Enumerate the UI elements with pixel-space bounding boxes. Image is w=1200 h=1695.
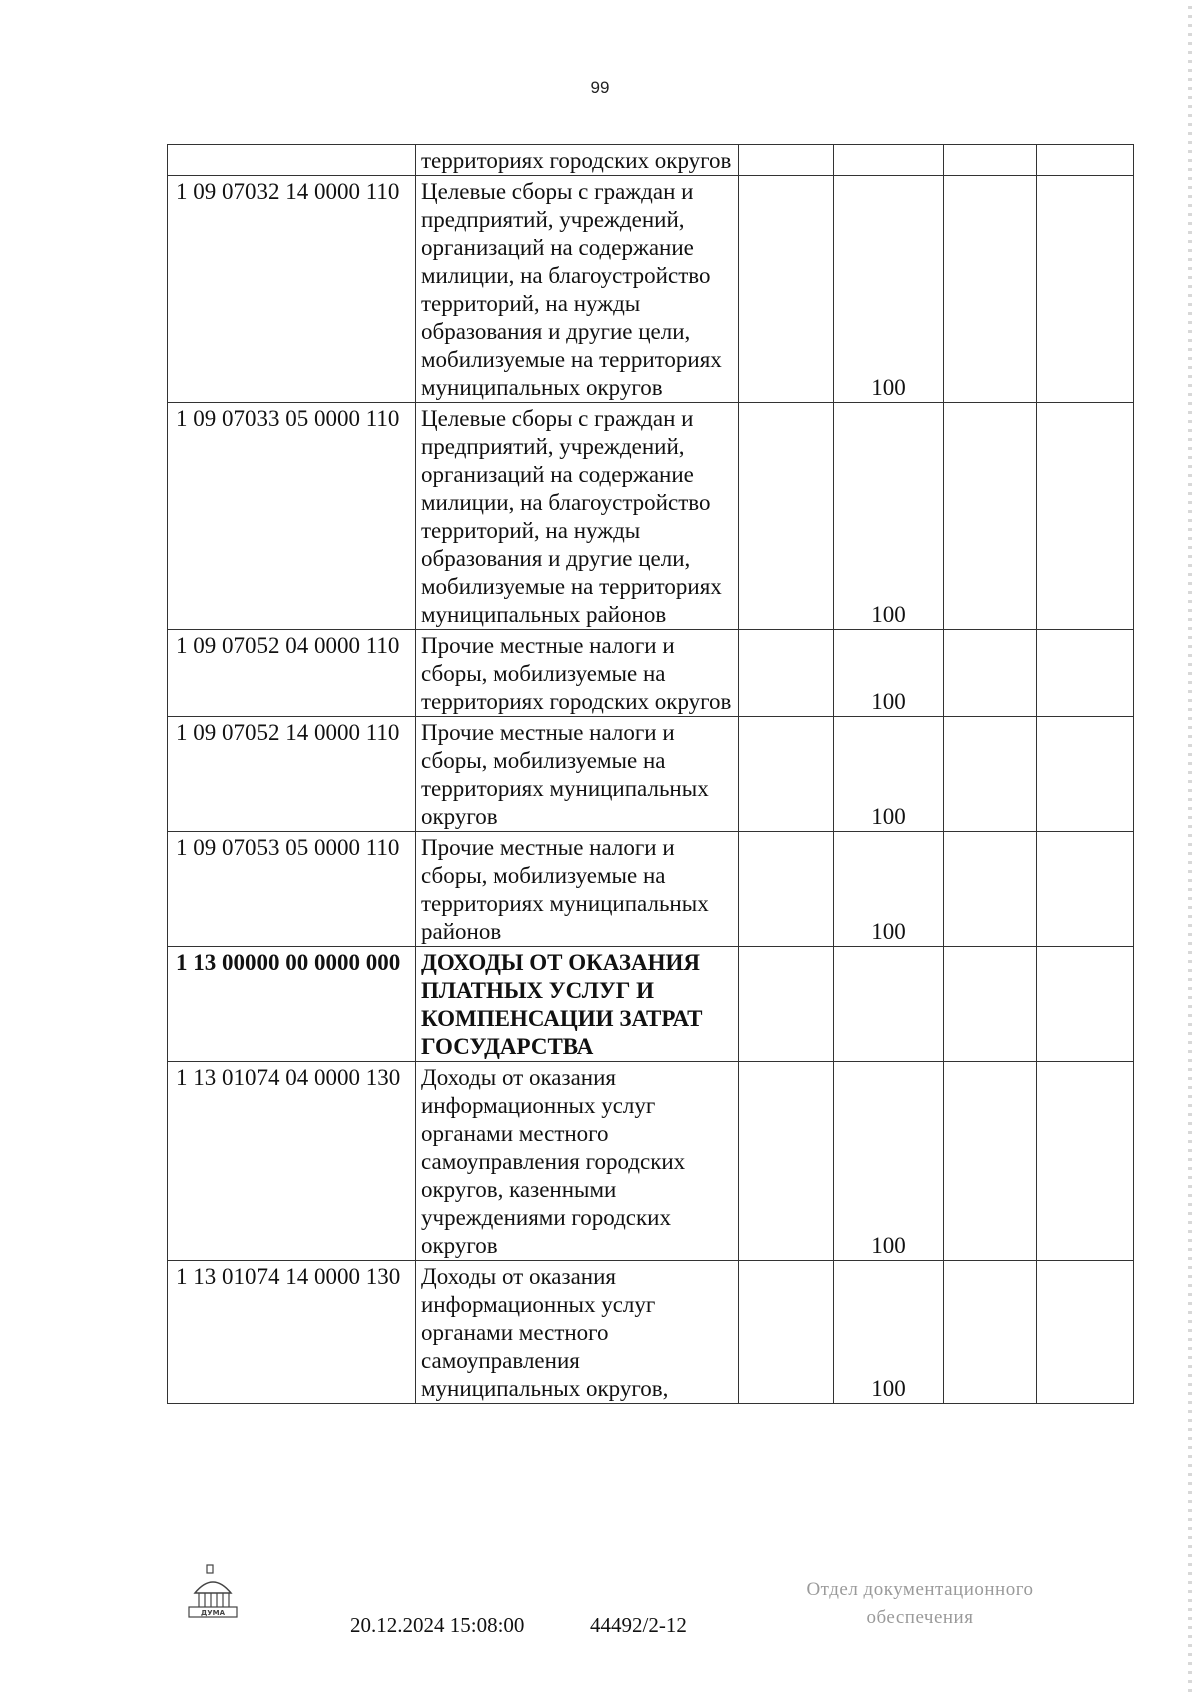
table-row <box>168 176 1134 403</box>
empty-cell <box>739 145 834 176</box>
amount-cell: 100 <box>834 403 944 630</box>
empty-cell <box>1037 947 1134 1062</box>
scan-edge-artifact <box>1188 0 1192 1695</box>
svg-text:ДУМА: ДУМА <box>200 1609 226 1617</box>
empty-cell <box>944 1261 1037 1404</box>
empty-cell <box>1037 630 1134 717</box>
table-row <box>168 832 1134 947</box>
name-cell: Прочие местные налоги и сборы, мобилизуемые на территориях муниципальных районов <box>416 832 739 947</box>
code-cell: 1 13 01074 04 0000 130 <box>168 1062 416 1261</box>
empty-cell <box>944 947 1037 1062</box>
empty-cell <box>739 832 834 947</box>
table-row <box>168 145 1134 176</box>
amount-cell: 100 <box>834 832 944 947</box>
empty-cell <box>739 630 834 717</box>
empty-cell <box>944 145 1037 176</box>
empty-cell <box>1037 1261 1134 1404</box>
amount-cell: 100 <box>834 176 944 403</box>
empty-cell <box>1037 717 1134 832</box>
amount-cell: 100 <box>834 717 944 832</box>
table-row <box>168 403 1134 630</box>
footer-registration-number: 44492/2-12 <box>590 1613 687 1637</box>
code-cell: 1 09 07032 14 0000 110 <box>168 176 416 403</box>
code-cell: 1 09 07052 14 0000 110 <box>168 717 416 832</box>
stamp-line-2: обеспечения <box>866 1607 974 1628</box>
name-cell: Доходы от оказания информационных услуг органами местного самоуправления городских округов, казенными учреждениями городских округов <box>416 1062 739 1261</box>
name-cell: Целевые сборы с граждан и предприятий, учреждений, организаций на содержание милиции, на благоустройство территорий, на нужды образования и другие цели, мобилизуемые на территориях муниципальных округов <box>416 176 739 403</box>
page-number: 99 <box>590 78 610 97</box>
table-row <box>168 1062 1134 1261</box>
empty-cell <box>1037 145 1134 176</box>
empty-cell <box>944 1062 1037 1261</box>
amount-cell: 100 <box>834 630 944 717</box>
name-cell: Прочие местные налоги и сборы, мобилизуемые на территориях муниципальных округов <box>416 717 739 832</box>
amount-cell <box>834 145 944 176</box>
empty-cell <box>739 1062 834 1261</box>
amount-cell: 100 <box>834 1062 944 1261</box>
table-row <box>168 1261 1134 1404</box>
empty-cell <box>1037 832 1134 947</box>
code-cell: 1 09 07053 05 0000 110 <box>168 832 416 947</box>
table-row <box>168 630 1134 717</box>
name-cell: Прочие местные налоги и сборы, мобилизуемые на территориях городских округов <box>416 630 739 717</box>
footer-datetime: 20.12.2024 15:08:00 <box>350 1613 525 1637</box>
code-cell: 1 13 01074 14 0000 130 <box>168 1261 416 1404</box>
empty-cell <box>1037 1062 1134 1261</box>
empty-cell <box>739 176 834 403</box>
empty-cell <box>739 947 834 1062</box>
name-cell: ДОХОДЫ ОТ ОКАЗАНИЯ ПЛАТНЫХ УСЛУГ И КОМПЕНСАЦИИ ЗАТРАТ ГОСУДАРСТВА <box>416 947 739 1062</box>
code-cell: 1 09 07052 04 0000 110 <box>168 630 416 717</box>
empty-cell <box>1037 403 1134 630</box>
amount-cell: 100 <box>834 1261 944 1404</box>
stamp-line-1: Отдел документационного <box>806 1579 1034 1600</box>
empty-cell <box>944 630 1037 717</box>
name-cell: территориях городских округов <box>416 145 739 176</box>
empty-cell <box>944 717 1037 832</box>
department-stamp <box>770 1576 1070 1632</box>
duma-logo <box>183 1563 243 1623</box>
code-cell <box>168 145 416 176</box>
empty-cell <box>944 403 1037 630</box>
name-cell: Доходы от оказания информационных услуг органами местного самоуправления муниципальных округов, <box>416 1261 739 1404</box>
empty-cell <box>739 1261 834 1404</box>
empty-cell <box>739 403 834 630</box>
code-cell: 1 13 00000 00 0000 000 <box>168 947 416 1062</box>
empty-cell <box>1037 176 1134 403</box>
code-cell: 1 09 07033 05 0000 110 <box>168 403 416 630</box>
revenue-table <box>167 144 1134 1404</box>
empty-cell <box>944 832 1037 947</box>
name-cell: Целевые сборы с граждан и предприятий, учреждений, организаций на содержание милиции, на благоустройство территорий, на нужды образования и другие цели, мобилизуемые на территориях муниципальных районов <box>416 403 739 630</box>
empty-cell <box>944 176 1037 403</box>
table-row <box>168 717 1134 832</box>
empty-cell <box>739 717 834 832</box>
table-row <box>168 947 1134 1062</box>
amount-cell <box>834 947 944 1062</box>
